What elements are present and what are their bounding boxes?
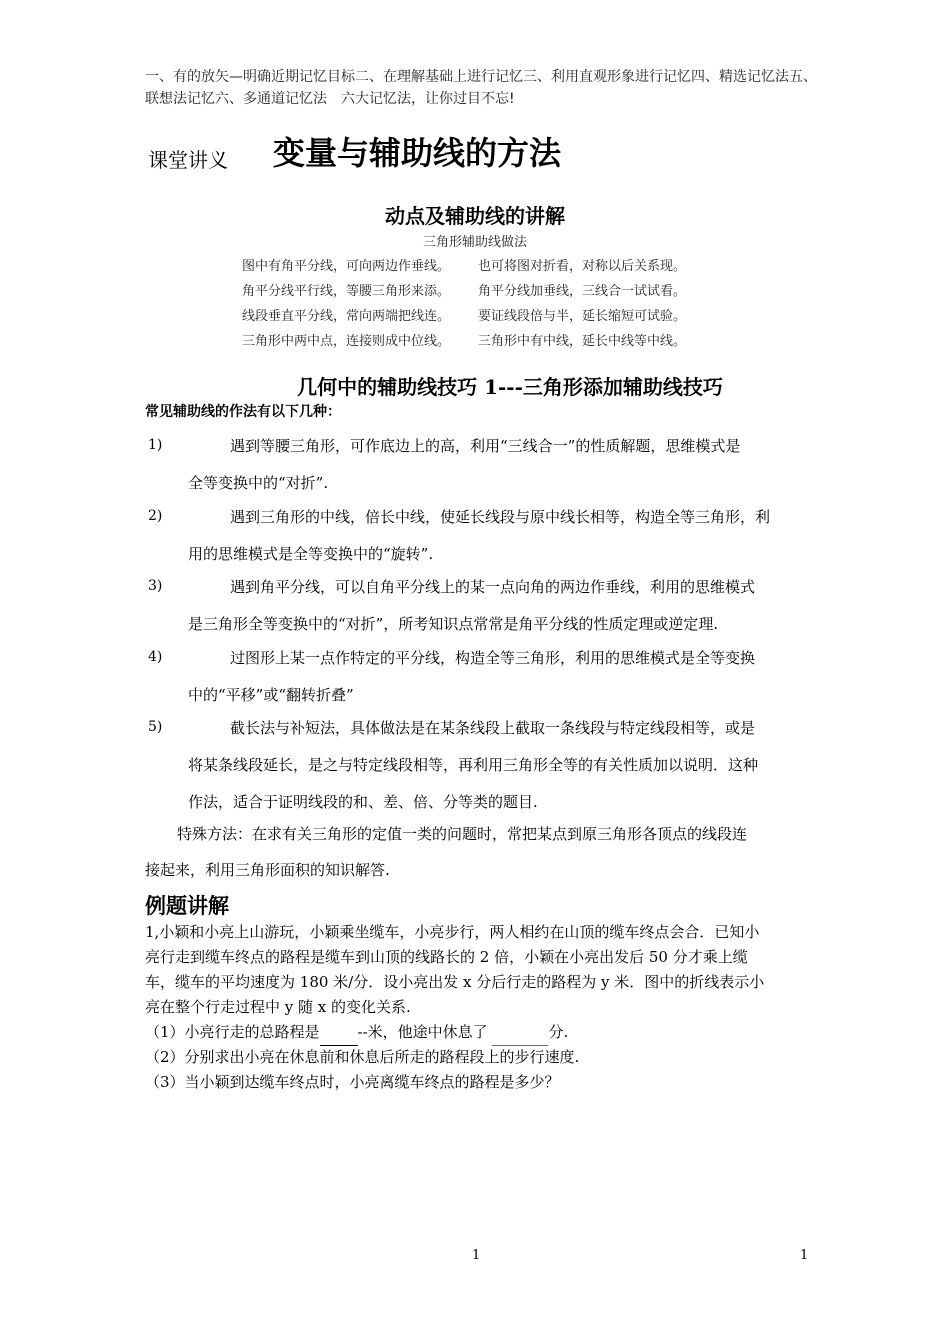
page-title: 变量与辅助线的方法 xyxy=(273,134,562,172)
poem-line xyxy=(242,255,687,274)
list-item-text: 将某条线段延长，是之与特定线段相等，再利用三角形全等的有关性质加以说明．这种 xyxy=(188,756,759,774)
list-item-text: 中的“平移”或“翻转折叠” xyxy=(188,686,354,704)
list-item-text: 用的思维模式是全等变换中的“旋转”. xyxy=(188,545,434,563)
section2-title: 几何中的辅助线技巧 1---三角形添加辅助线技巧 xyxy=(297,375,723,399)
list-item-number: 3) xyxy=(148,578,163,594)
poem-line-b: 角平分线加垂线，三线合一试试看。 xyxy=(478,284,687,299)
list-item-number: 1) xyxy=(148,437,163,453)
question-1-part-b: --米，他途中休息了 xyxy=(357,1023,488,1041)
list-item-text: 截长法与补短法，具体做法是在某条线段上截取一条线段与特定线段相等，或是 xyxy=(230,719,756,737)
course-label: 课堂讲义 xyxy=(148,148,228,172)
problem-line: 亮行走到缆车终点的路程是缆车到山顶的线路长的 2 倍，小颖在小亮出发后 50 分才乘上缆 xyxy=(145,948,748,966)
section1-title: 动点及辅助线的讲解 xyxy=(385,204,565,228)
poem-title: 三角形辅助线做法 xyxy=(422,235,527,250)
page-number-center: 1 xyxy=(472,1248,481,1263)
list-item-text: 全等变换中的“对折”. xyxy=(188,474,329,492)
problem-line: 车，缆车的平均速度为 180 米/分．设小亮出发 x 分后行走的路程为 y 米．图中的折线表示小 xyxy=(145,973,765,991)
poem-line-a: 图中有角平分线，可向两边作垂线。 xyxy=(242,259,451,274)
header-note-line2: 联想法记忆六、多通道记忆法 六大记忆法，让你过目不忘! xyxy=(145,91,515,107)
header-note-line1: 一、有的放矢—明确近期记忆目标二、在理解基础上进行记忆三、利用直观形象进行记忆四、精选记忆法五、 xyxy=(145,69,817,85)
question-1-part-c: 分. xyxy=(548,1023,569,1041)
list-item-text: 过图形上某一点作特定的平分线，构造全等三角形，利用的思维模式是全等变换 xyxy=(230,649,756,667)
question-1-part-a: （1）小亮行走的总路程是 xyxy=(145,1023,320,1041)
poem-line xyxy=(242,330,687,349)
page-number-right: 1 xyxy=(800,1248,809,1263)
answer-blank-rest-time[interactable] xyxy=(492,1020,548,1046)
question-3: （3）当小颖到达缆车终点时，小亮离缆车终点的路程是多少？ xyxy=(145,1073,560,1091)
section2-intro: 常见辅助线的作法有以下几种： xyxy=(145,404,341,420)
list-item-number: 2) xyxy=(148,508,163,524)
poem-line xyxy=(242,280,687,299)
poem-line-b: 三角形中有中线，延长中线等中线。 xyxy=(478,334,687,349)
answer-blank-distance[interactable] xyxy=(320,1020,358,1046)
poem-line-b: 要证线段倍与半，延长缩短可试验。 xyxy=(478,309,687,324)
special-method-line2: 接起来，利用三角形面积的知识解答. xyxy=(145,861,390,879)
poem-line-b: 也可将图对折看，对称以后关系现。 xyxy=(478,259,687,274)
poem-line-a: 三角形中两中点，连接则成中位线。 xyxy=(242,334,451,349)
list-item-text: 遇到三角形的中线，倍长中线，使延长线段与原中线长相等，构造全等三角形，利 xyxy=(230,508,771,526)
list-item-number: 5) xyxy=(148,719,163,735)
list-item-text: 遇到角平分线，可以自角平分线上的某一点向角的两边作垂线，利用的思维模式 xyxy=(230,578,756,596)
poem-line xyxy=(242,305,687,324)
list-item-text: 遇到等腰三角形，可作底边上的高，利用“三线合一”的性质解题，思维模式是 xyxy=(230,437,741,455)
list-item-text: 是三角形全等变换中的“对折”，所考知识点常常是角平分线的性质定理或逆定理. xyxy=(188,615,719,633)
poem-line-a: 角平分线平行线，等腰三角形来添。 xyxy=(242,284,451,299)
special-method-line1: 特殊方法：在求有关三角形的定值一类的问题时，常把某点到原三角形各顶点的线段连 xyxy=(177,825,748,843)
question-2: （2）分别求出小亮在休息前和休息后所走的路程段上的步行速度. xyxy=(145,1048,580,1066)
examples-title: 例题讲解 xyxy=(145,893,229,918)
problem-line: 亮在整个行走过程中 y 随 x 的变化关系. xyxy=(145,998,411,1016)
problem-line: 1,小颖和小亮上山游玩，小颖乘坐缆车，小亮步行，两人相约在山顶的缆车终点会合．已知小 xyxy=(145,923,760,941)
list-item-text: 作法，适合于证明线段的和、差、倍、分等类的题目. xyxy=(188,793,538,811)
question-1 xyxy=(145,1020,568,1046)
list-item-number: 4) xyxy=(148,649,163,665)
poem-line-a: 线段垂直平分线，常向两端把线连。 xyxy=(242,309,451,324)
